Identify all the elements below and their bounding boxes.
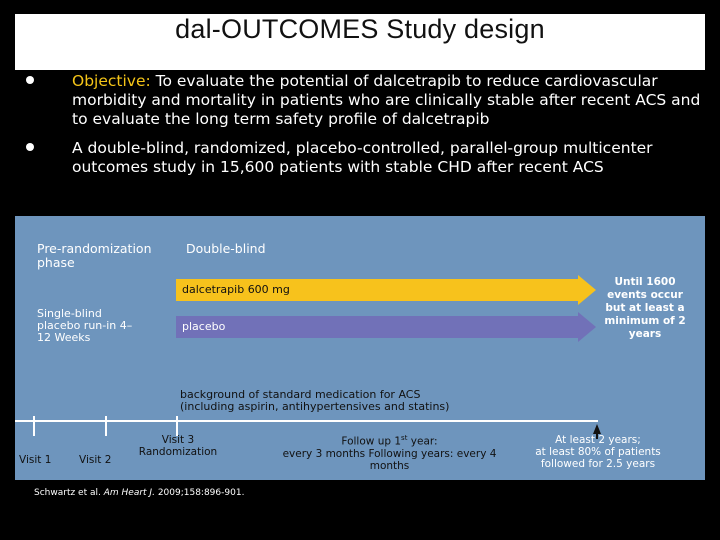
at-least-block — [524, 434, 672, 470]
design-text: A double-blind, randomized, placebo-controlled, parallel-group multicenter outcomes study in 15,600 patients with stable CHD after recent ACS — [72, 139, 653, 176]
citation — [34, 488, 244, 498]
bullet-objective — [24, 72, 704, 129]
followup-title-sup: st — [401, 434, 408, 442]
citation-journal: Am Heart J. — [103, 488, 155, 498]
until-events-note — [596, 276, 694, 348]
background-medication-note: background of standard medication for ACS (including aspirin, antihypertensives and statins) — [180, 388, 450, 413]
citation-details: 2009;158:896-901. — [154, 488, 245, 498]
placebo-label: placebo — [182, 320, 226, 333]
at-least-title: At least 2 years; — [555, 434, 641, 446]
visit-2-label: Visit 2 — [79, 454, 112, 466]
bullet-dot-icon — [26, 76, 34, 84]
until-events-text: Until 1600 events occur but at least a minimum of 2 years — [604, 276, 686, 340]
pre-randomization-label: Pre-randomization phase — [37, 241, 152, 270]
double-blind-label: Double-blind — [186, 241, 266, 256]
timeline-tick — [105, 416, 107, 436]
objective-text: To evaluate the potential of dalcetrapib to reduce cardiovascular morbidity and mortality in patients who are clinically stable after recent ACS and to evaluate the long term safety profile of dalcetrapib — [72, 72, 701, 128]
placebo-arrow — [176, 316, 596, 338]
citation-authors: Schwartz et al. — [34, 488, 104, 498]
visit-3-label: Visit 3 Randomization — [138, 434, 218, 458]
followup-title — [262, 434, 517, 448]
title-bar — [15, 14, 705, 70]
timeline-tick — [33, 416, 35, 436]
timeline-tick — [176, 416, 178, 436]
visit-1-label: Visit 1 — [19, 454, 52, 466]
objective-label: Objective: — [72, 72, 151, 90]
followup-block — [262, 434, 517, 472]
timeline-line — [15, 420, 598, 422]
bullet-dot-icon — [26, 143, 34, 151]
dalcetrapib-arrow — [176, 279, 596, 301]
bullet-list — [24, 72, 704, 187]
arrow-head-icon — [578, 275, 596, 305]
dalcetrapib-label: dalcetrapib 600 mg — [182, 283, 290, 296]
arrow-head-icon — [578, 312, 596, 342]
slide-title: dal-OUTCOMES Study design — [175, 14, 545, 44]
followup-text: every 3 months Following years: every 4 months — [282, 447, 497, 472]
placebo-arrow-body — [176, 316, 578, 338]
single-blind-label: Single-blind placebo run-in 4–12 Weeks — [37, 307, 133, 344]
at-least-text: at least 80% of patients followed for 2.5 years — [535, 446, 661, 470]
bullet-design — [24, 139, 704, 177]
followup-title-suffix: year: — [407, 435, 438, 448]
followup-title-text: Follow up 1 — [341, 435, 402, 448]
